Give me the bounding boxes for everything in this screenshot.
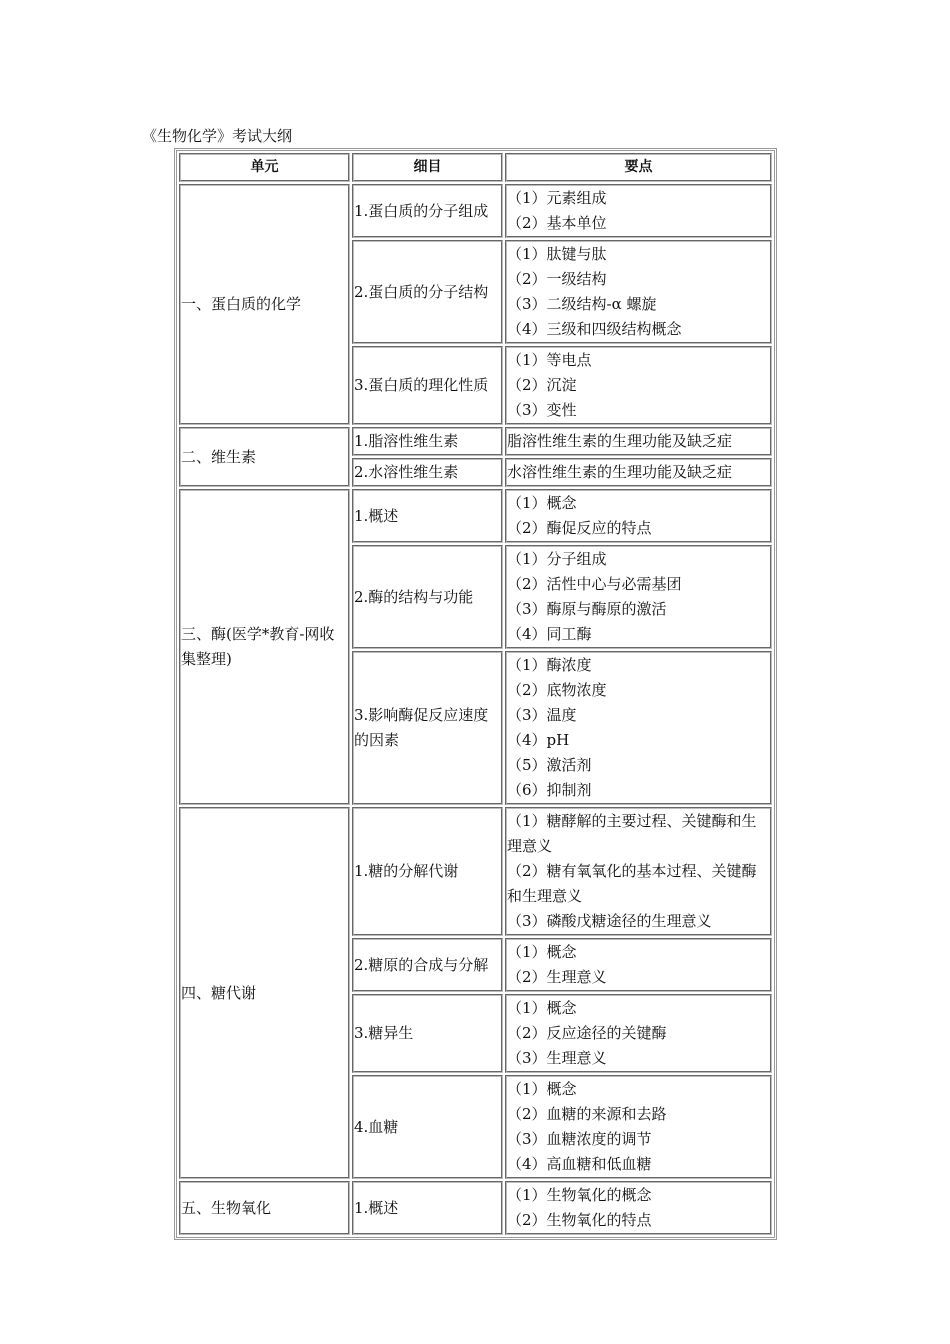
sub-item-cell: 1.糖的分解代谢 <box>352 807 503 936</box>
key-point: （2）生物氧化的特点 <box>507 1211 652 1229</box>
key-point: 脂溶性维生素的生理功能及缺乏症 <box>507 432 733 450</box>
unit-cell: 一、蛋白质的化学 <box>179 184 350 425</box>
key-point: （2）酶促反应的特点 <box>507 519 652 537</box>
sub-item-cell: 1.概述 <box>352 489 503 543</box>
key-point: （2）生理意义 <box>507 968 607 986</box>
header-key: 要点 <box>505 153 772 182</box>
key-points-cell <box>505 1075 772 1179</box>
header-row <box>179 153 772 182</box>
key-points-cell <box>505 427 772 456</box>
key-point: （1）糖酵解的主要过程、关键酶和生理意义 <box>507 812 757 855</box>
key-points-cell <box>505 651 772 805</box>
key-points-cell <box>505 545 772 649</box>
key-points-cell <box>505 994 772 1073</box>
key-point: （3）生理意义 <box>507 1049 607 1067</box>
key-point: （1）肽键与肽 <box>507 245 607 263</box>
key-point: （2）基本单位 <box>507 214 607 232</box>
document-title: 《生物化学》考试大纲 <box>142 127 293 145</box>
sub-item-cell: 2.酶的结构与功能 <box>352 545 503 649</box>
header-unit: 单元 <box>179 153 350 182</box>
sub-item-cell: 2.蛋白质的分子结构 <box>352 240 503 344</box>
key-point: （4）三级和四级结构概念 <box>507 320 682 338</box>
key-point: （1）生物氧化的概念 <box>507 1186 652 1204</box>
key-points-cell <box>505 184 772 238</box>
key-point: （5）激活剂 <box>507 756 592 774</box>
key-point: （1）元素组成 <box>507 189 607 207</box>
key-point: （1）概念 <box>507 1080 577 1098</box>
key-point: 水溶性维生素的生理功能及缺乏症 <box>507 463 733 481</box>
unit-cell: 四、糖代谢 <box>179 807 350 1179</box>
key-points-cell <box>505 807 772 936</box>
table-row <box>179 1181 772 1235</box>
key-points-cell <box>505 489 772 543</box>
sub-item-cell: 1.概述 <box>352 1181 503 1235</box>
key-points-cell <box>505 938 772 992</box>
table-row <box>179 427 772 456</box>
unit-cell: 三、酶(医学*教育-网收集整理) <box>179 489 350 805</box>
key-point: （3）温度 <box>507 706 577 724</box>
sub-item-cell: 2.水溶性维生素 <box>352 458 503 487</box>
key-point: （1）分子组成 <box>507 550 607 568</box>
key-point: （2）活性中心与必需基团 <box>507 575 682 593</box>
key-point: （2）一级结构 <box>507 270 607 288</box>
key-point: （3）变性 <box>507 401 577 419</box>
sub-item-cell: 4.血糖 <box>352 1075 503 1179</box>
sub-item-cell: 3.蛋白质的理化性质 <box>352 346 503 425</box>
key-point: （3）血糖浓度的调节 <box>507 1130 652 1148</box>
sub-item-cell: 1.脂溶性维生素 <box>352 427 503 456</box>
table-row <box>179 184 772 238</box>
unit-cell: 五、生物氧化 <box>179 1181 350 1235</box>
key-point: （2）血糖的来源和去路 <box>507 1105 667 1123</box>
exam-outline-table <box>174 148 777 1240</box>
table-row <box>179 807 772 936</box>
sub-item-cell: 3.影响酶促反应速度的因素 <box>352 651 503 805</box>
key-point: （6）抑制剂 <box>507 781 592 799</box>
key-points-cell <box>505 240 772 344</box>
table-row <box>179 489 772 543</box>
sub-item-cell: 3.糖异生 <box>352 994 503 1073</box>
key-point: （2）底物浓度 <box>507 681 607 699</box>
key-point: （1）概念 <box>507 999 577 1017</box>
key-point: （2）沉淀 <box>507 376 577 394</box>
key-point: （4）同工酶 <box>507 625 592 643</box>
key-point: （1）酶浓度 <box>507 656 592 674</box>
key-point: （4）pH <box>507 731 570 749</box>
key-point: （4）高血糖和低血糖 <box>507 1155 652 1173</box>
sub-item-cell: 2.糖原的合成与分解 <box>352 938 503 992</box>
sub-item-cell: 1.蛋白质的分子组成 <box>352 184 503 238</box>
key-point: （2）糖有氧氧化的基本过程、关键酶和生理意义 <box>507 862 757 905</box>
key-point: （2）反应途径的关键酶 <box>507 1024 667 1042</box>
unit-cell: 二、维生素 <box>179 427 350 487</box>
header-sub: 细目 <box>352 153 503 182</box>
key-point: （1）概念 <box>507 494 577 512</box>
key-point: （1）等电点 <box>507 351 592 369</box>
key-point: （1）概念 <box>507 943 577 961</box>
key-point: （3）二级结构-α 螺旋 <box>507 295 657 313</box>
outline-body <box>179 184 772 1235</box>
key-points-cell <box>505 458 772 487</box>
key-points-cell <box>505 1181 772 1235</box>
key-point: （3）磷酸戊糖途径的生理意义 <box>507 912 712 930</box>
key-point: （3）酶原与酶原的激活 <box>507 600 667 618</box>
key-points-cell <box>505 346 772 425</box>
